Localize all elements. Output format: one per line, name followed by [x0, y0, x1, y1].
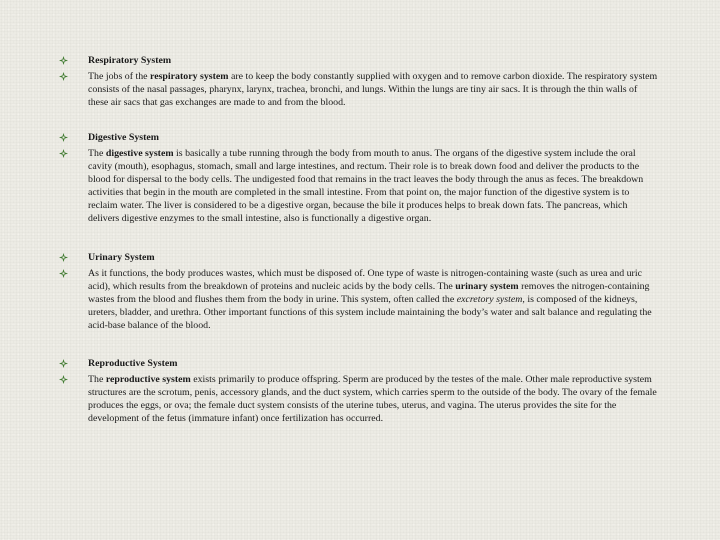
- bold-term: urinary system: [455, 281, 519, 292]
- bold-term: respiratory system: [149, 71, 229, 82]
- paragraph-text: , is composed of the kidneys, ureters, bladder, and urethra. Other important functions of this system include maintaining the body’s water and salt balance and regulating the acid-base balance of the blood.: [88, 294, 652, 331]
- diamond-bullet-icon: [59, 269, 68, 278]
- section-heading: Digestive System: [88, 132, 160, 143]
- bold-term: reproductive system: [105, 374, 191, 385]
- section-paragraph: [88, 267, 658, 332]
- paragraph-text: removes the nitrogen-containing wastes from the blood and flushes them from the body in urine. This system, often called the: [88, 281, 650, 305]
- diamond-bullet-icon: [59, 253, 68, 262]
- paragraph-text: The: [88, 148, 106, 159]
- diamond-bullet-icon: [59, 149, 68, 158]
- paragraph-text: exists primarily to produce offspring. Sperm are produced by the testes of the male. Other male reproductive system structures are the scrotum, penis, accessory glands, and the duct system, which carries sperm to the outside of the body. The ovary of the female produces the eggs, or ova; the female duct system consists of the uterine tubes, uterus, and vagina. The uterus provides the site for the development of the fetus (immature infant) once fertilization has occurred.: [88, 374, 657, 424]
- section-heading: Urinary System: [88, 252, 155, 263]
- diamond-bullet-icon: [59, 72, 68, 81]
- paragraph-text: The: [88, 374, 106, 385]
- section-paragraph: [88, 147, 658, 225]
- paragraph-text: As it functions, the body produces wastes, which must be disposed of. One type of waste is nitrogen-containing waste (such as urea and uric acid), which results from the breakdown of proteins and nucleic acids by the body cells. The: [88, 268, 642, 292]
- bold-term: digestive system: [105, 148, 174, 159]
- diamond-bullet-icon: [59, 375, 68, 384]
- paragraph-text: is basically a tube running through the body from mouth to anus. The organs of the digestive system include the oral cavity (mouth), esophagus, stomach, small and large intestines, and rectum. Their role is to break down food and deliver the products to the blood for dispersal to the body cells. The undigested food that remains in the tract leaves the body through the anus as feces. The breakdown activities that begin in the mouth are completed in the small intestine. From that point on, the major function of the digestive system is to reclaim water. The liver is considered to be a digestive organ, because the bile it produces helps to break down fats. The pancreas, which delivers digestive enzymes to the small intestine, also is functionally a digestive organ.: [88, 148, 644, 224]
- section-paragraph: [88, 373, 658, 425]
- diamond-bullet-icon: [59, 133, 68, 142]
- italic-term: excretory system: [456, 294, 523, 305]
- paragraph-text: The jobs of the: [88, 71, 150, 82]
- section-paragraph: [88, 70, 658, 109]
- diamond-bullet-icon: [59, 56, 68, 65]
- paragraph-text: are to keep the body constantly supplied with oxygen and to remove carbon dioxide. The respiratory system consists of the nasal passages, pharynx, larynx, trachea, bronchi, and lungs. Within the lungs are tiny air sacs. It is through the thin walls of these air sacs that gas exchanges are made to and from the blood.: [88, 71, 658, 108]
- section-heading: Respiratory System: [88, 55, 172, 66]
- section-heading: Reproductive System: [88, 358, 178, 369]
- diamond-bullet-icon: [59, 359, 68, 368]
